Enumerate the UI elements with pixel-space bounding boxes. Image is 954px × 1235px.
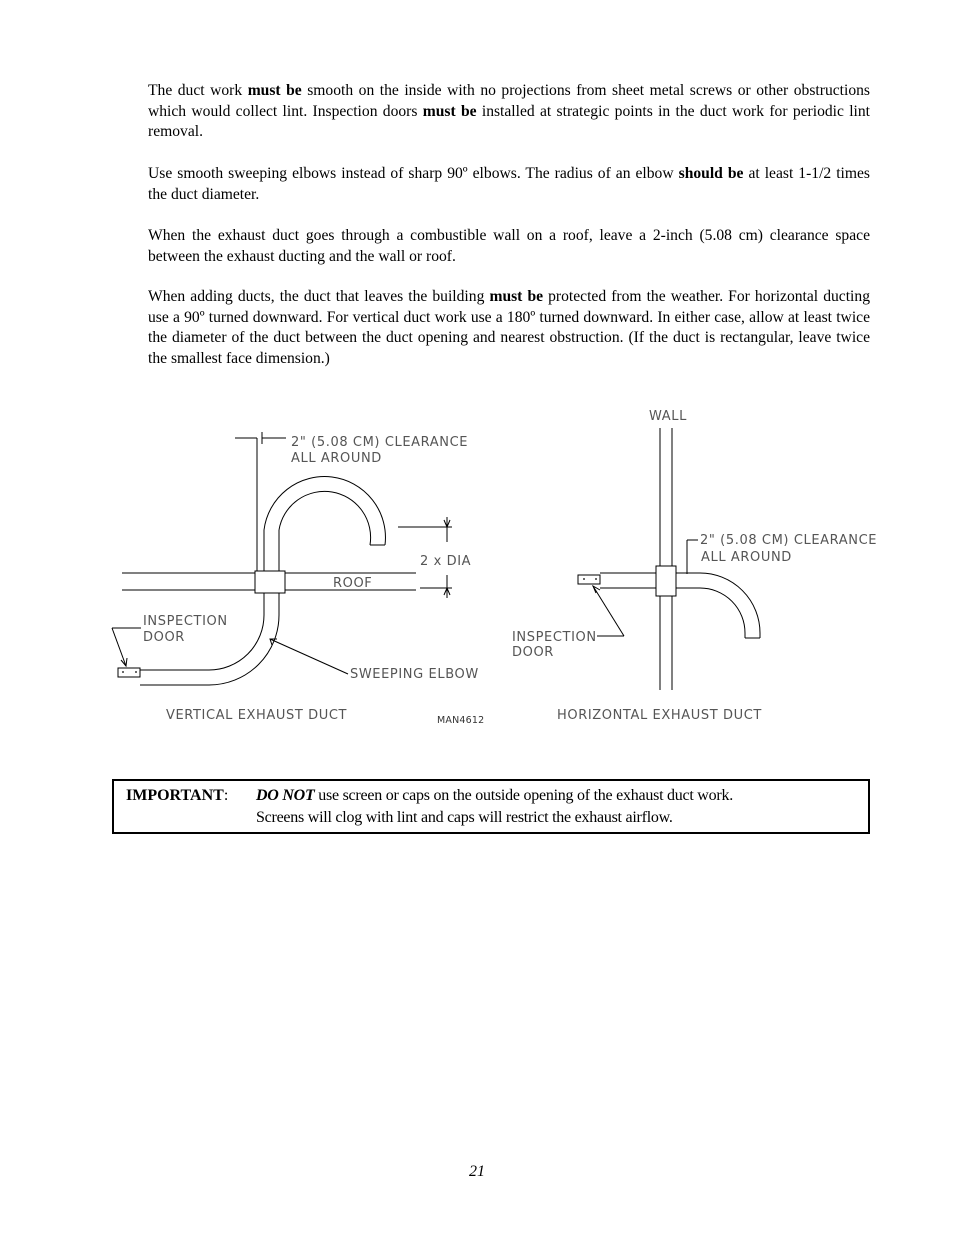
important-label: [126, 785, 228, 807]
vertical-clearance-label-line1: 2" (5.08 CM) CLEARANCE: [291, 435, 469, 450]
wall-label: WALL: [649, 409, 687, 424]
vertical-clearance-label-line2: ALL AROUND: [291, 451, 382, 466]
horizontal-inspection-label-line2: DOOR: [512, 645, 554, 660]
body-text: When adding ducts, the duct that leaves the building: [148, 288, 490, 305]
paragraph-sweeping-elbows: [148, 164, 870, 205]
body-text: Use smooth sweeping elbows instead of sharp 90º elbows. The radius of an elbow: [148, 165, 679, 182]
important-label-text: IMPORTANT: [126, 787, 224, 804]
important-notice-text: [256, 785, 856, 829]
dia-label: 2 x DIA: [420, 554, 472, 569]
emphasis-text: must be: [247, 82, 302, 99]
emphasis-text: must be: [422, 102, 477, 120]
horizontal-clearance-label-line2: ALL AROUND: [701, 550, 792, 565]
emphasis-text: must be: [489, 288, 544, 305]
body-text: at least 1-1/2 times the duct diameter.: [148, 165, 870, 203]
body-text: When the exhaust duct goes through a combustible wall on a roof, leave a 2-inch (5.08 cm) clearance space between the exhaust ducting and the wall or roof.: [148, 227, 870, 265]
paragraph-duct-smooth: [148, 81, 870, 143]
paragraph-weather-protection: [148, 287, 870, 369]
vertical-exhaust-duct-drawing: [112, 432, 452, 685]
body-text: installed at strategic points in the duct work for periodic lint removal.: [148, 102, 871, 140]
vertical-dia-marks: [122, 671, 137, 673]
horizontal-clearance-label-line1: 2" (5.08 CM) CLEARANCE: [700, 533, 878, 548]
body-text: The duct work: [148, 82, 248, 99]
exhaust-duct-diagram: [0, 390, 954, 740]
important-line-1: [256, 785, 856, 807]
roof-label: ROOF: [333, 576, 373, 591]
page-number: 21: [469, 1163, 485, 1180]
important-notice-box: [112, 779, 870, 834]
emphasis-text: should be: [678, 165, 744, 182]
paragraph-clearance: [148, 226, 870, 267]
vertical-inspection-label-line2: DOOR: [143, 630, 185, 645]
do-not-emphasis: DO NOT: [256, 787, 315, 804]
important-label-colon: :: [223, 787, 229, 804]
horizontal-door-marks: [583, 578, 597, 580]
body-text: smooth on the inside with no projections from sheet metal screws or other obstructions which would collect lint. Inspection doors: [148, 82, 870, 120]
body-text: protected from the weather. For horizontal ducting use a 90º turned downward. For vertical duct work use a 180º turned downward. In either case, allow at least twice the diameter of the duct between the duct opening and nearest obstruction. (If the duct is rectangular, leave twice the smallest face dimension.): [148, 288, 870, 367]
vertical-inspection-label-line1: INSPECTION: [143, 614, 228, 629]
important-line-2: Screens will clog with lint and caps will restrict the exhaust airflow.: [256, 809, 673, 826]
drawing-id: MAN4612: [437, 715, 485, 726]
sweeping-elbow-label: SWEEPING ELBOW: [350, 667, 479, 682]
horizontal-inspection-label-line1: INSPECTION: [512, 630, 597, 645]
vertical-caption: VERTICAL EXHAUST DUCT: [166, 708, 348, 723]
important-text-1: use screen or caps on the outside opening of the exhaust duct work.: [314, 787, 733, 804]
horizontal-caption: HORIZONTAL EXHAUST DUCT: [557, 708, 762, 723]
